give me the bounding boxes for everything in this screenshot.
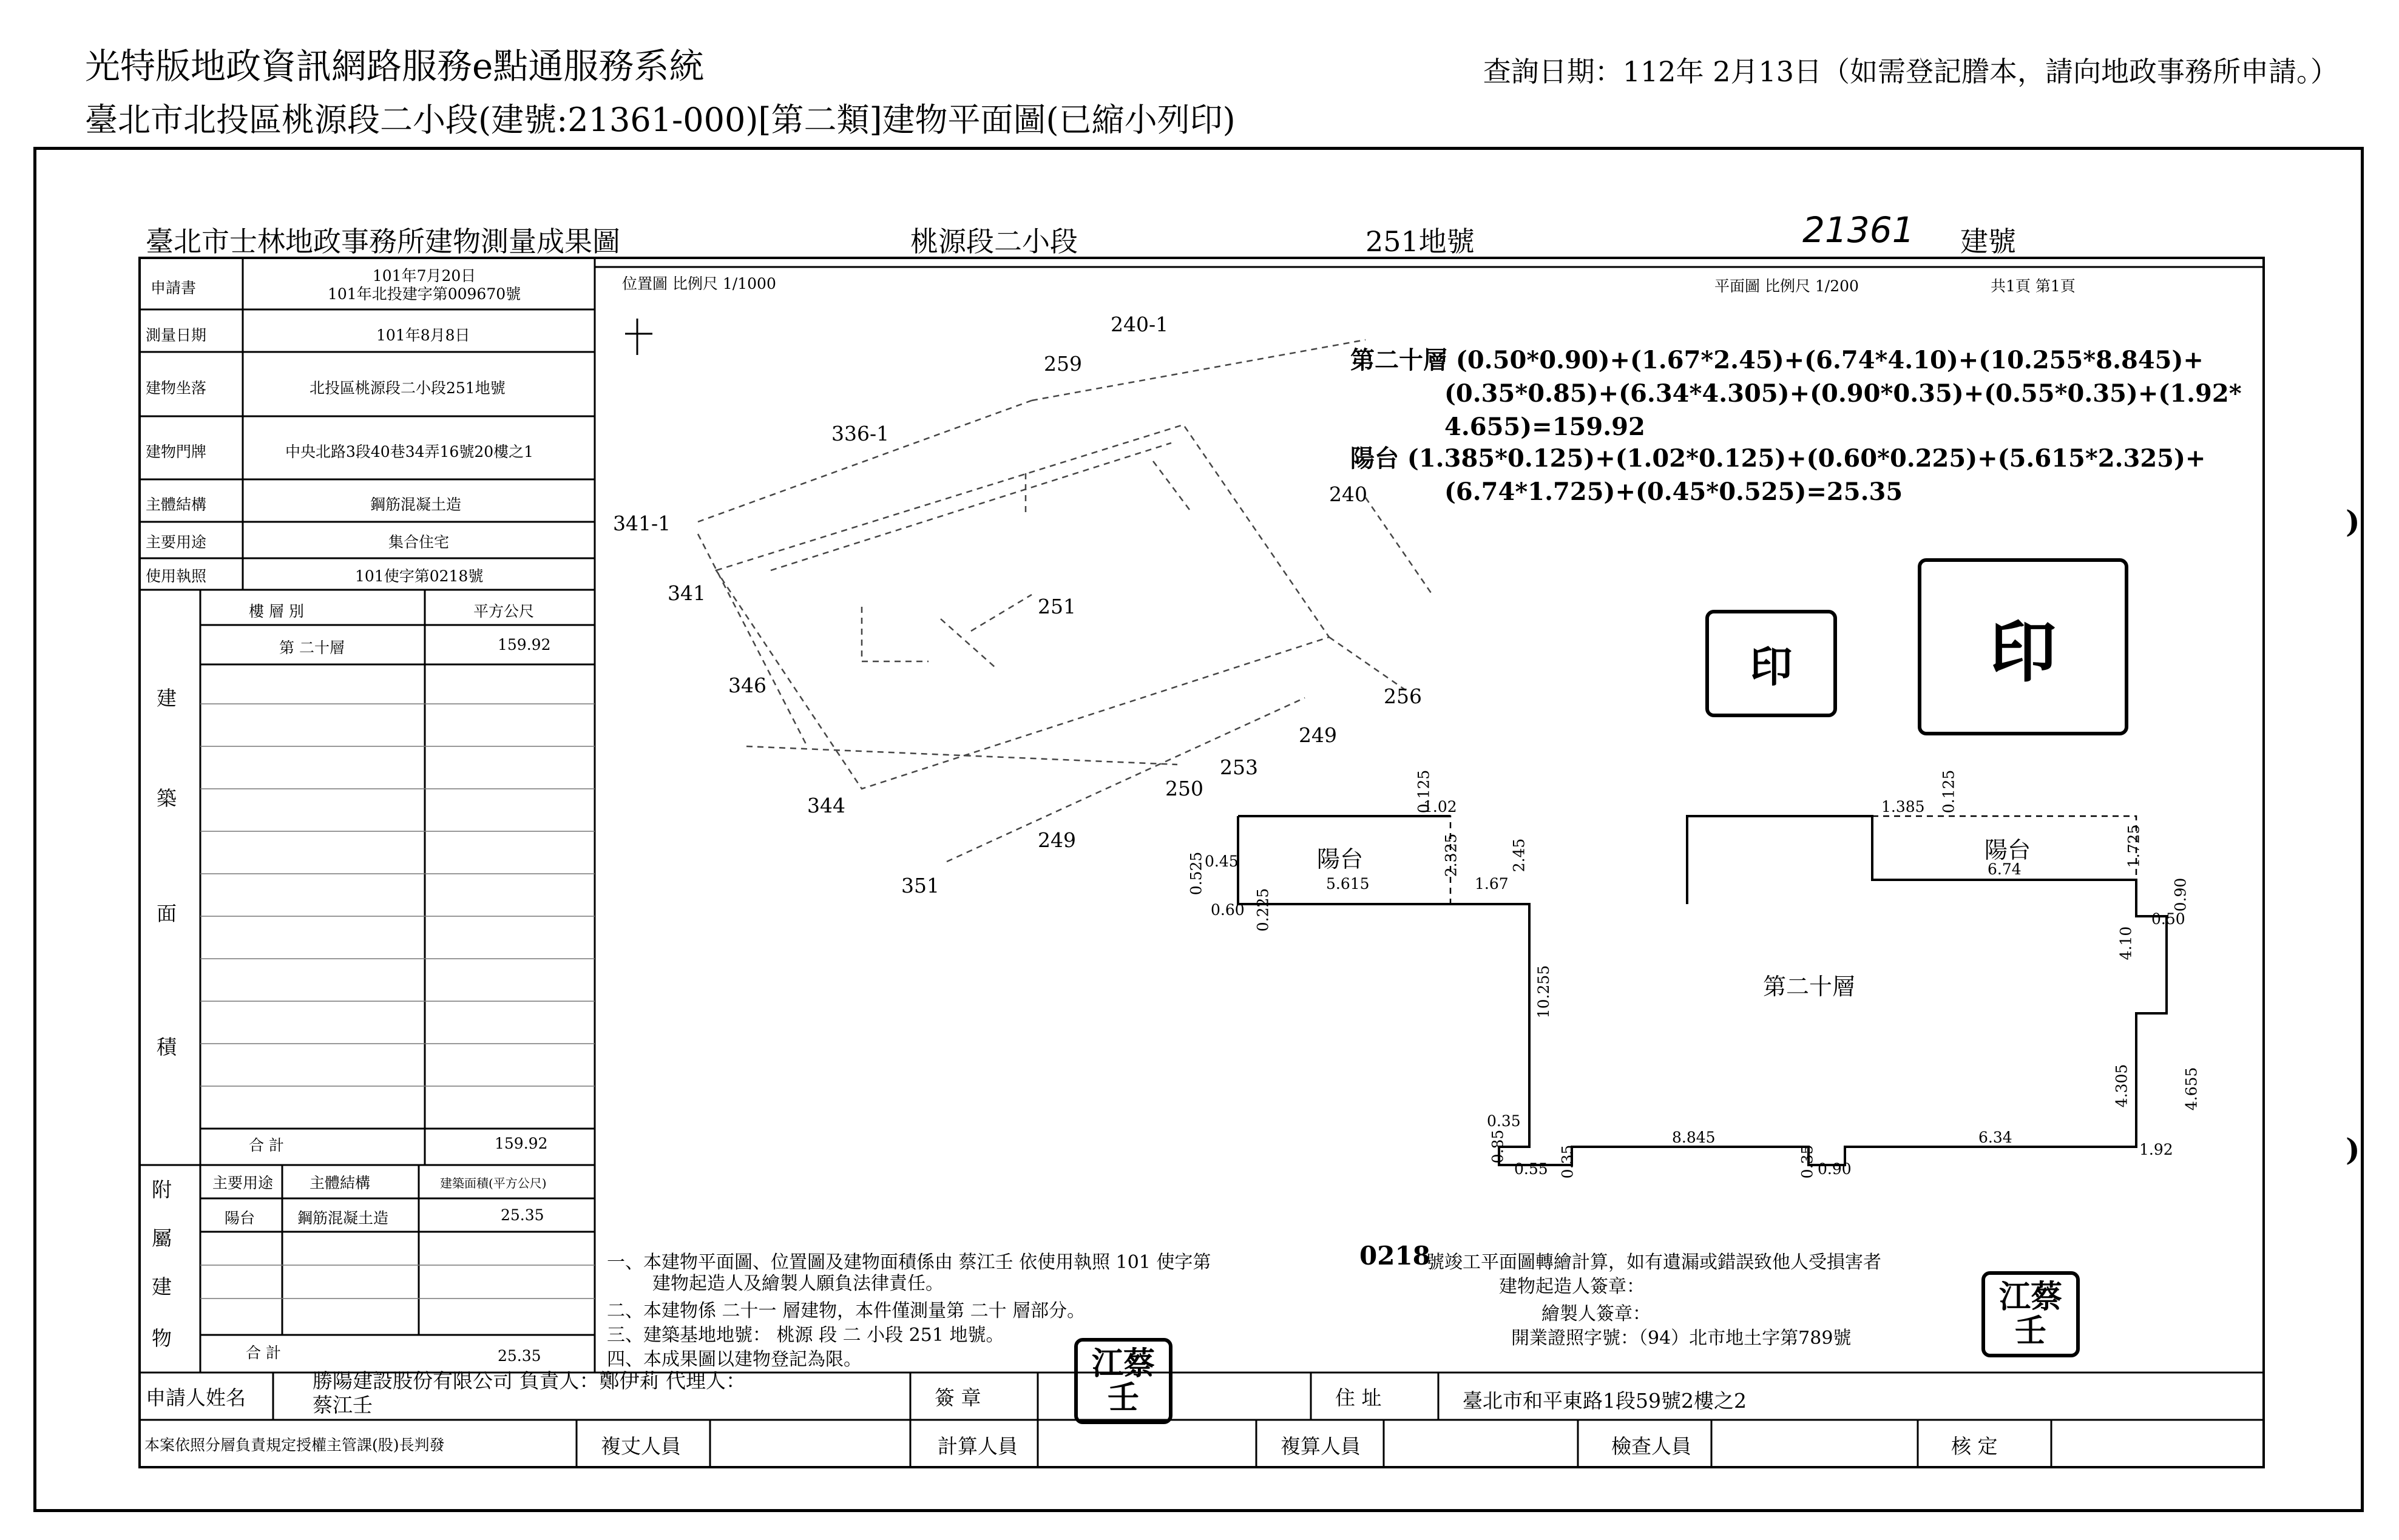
- plan-dim: 0.90: [1818, 1160, 1852, 1178]
- seal-stamp-small: 江蔡 壬: [1074, 1338, 1172, 1424]
- balcony-formula-line-1: 陽台 (1.385*0.125)+(1.02*0.125)+(0.60*0.225)+(5.615*2.325)+: [1350, 444, 2206, 473]
- system-title: 光特版地政資訊網路服務e點通服務系統: [85, 46, 705, 87]
- plan-dim: 0.45: [1205, 853, 1239, 870]
- info-value-survey-date: 101年8月8日: [376, 326, 470, 344]
- plan-dim: 1.67: [1475, 875, 1509, 893]
- margin-mark: ): [2346, 504, 2360, 539]
- check-staff-label: 檢查人員: [1611, 1434, 1691, 1458]
- info-label-survey-date: 測量日期: [146, 326, 207, 344]
- signature-drafter: 繪製人簽章：: [1541, 1303, 1651, 1325]
- applicant-agent: 蔡江壬: [313, 1393, 373, 1417]
- area-col-sqm: 平方公尺: [473, 603, 535, 620]
- parcel-label: 336-1: [831, 422, 890, 445]
- query-date: 查詢日期：112年 2月13日（如需登記謄本，請向地政事務所申請。）: [1483, 55, 2338, 88]
- info-value-address: 中央北路3段40巷34弄16號20樓之1: [285, 443, 534, 461]
- area-row-floor: 第 二十層: [279, 639, 345, 657]
- margin-mark: ): [2346, 1132, 2360, 1167]
- plan-dim: 4.305: [2113, 1064, 2131, 1108]
- area-side-label-1: 建: [157, 686, 177, 710]
- note-1-line-2: 建物起造人及繪製人願負法律責任。: [652, 1273, 944, 1294]
- area-row-value: 159.92: [498, 636, 551, 653]
- plan-floor-label: 第二十層: [1763, 973, 1856, 1000]
- plan-balcony-right: 陽台: [1985, 837, 2031, 863]
- review-staff-label: 複算人員: [1281, 1434, 1361, 1458]
- plan-dim: 2.45: [1510, 838, 1528, 873]
- plan-dim: 6.74: [1988, 860, 2022, 878]
- annex-total-label: 合 計: [246, 1344, 281, 1362]
- area-side-label-2: 築: [157, 786, 177, 810]
- annex-side-label-2: 屬: [152, 1226, 172, 1250]
- note-2: 二、本建物係 二十一 層建物，本件僅測量第 二十 層部分。: [607, 1300, 1086, 1322]
- annex-col-structure: 主體結構: [310, 1174, 371, 1192]
- annex-total-value: 25.35: [498, 1347, 541, 1365]
- parcel-label: 256: [1384, 684, 1422, 708]
- seal-label: 簽 章: [935, 1386, 981, 1410]
- annex-row-area: 25.35: [501, 1206, 544, 1224]
- parcel-label: 250: [1165, 777, 1203, 800]
- info-label-structure: 主體結構: [146, 496, 207, 513]
- floor-formula-line-2: (0.35*0.85)+(6.34*4.305)+(0.90*0.35)+(0.55*0.35)+(1.92*: [1444, 379, 2242, 408]
- plan-scale: 平面圖 比例尺 1/200: [1714, 277, 1859, 295]
- note-3: 三、建築基地地號： 桃源 段 二 小段 251 地號。: [607, 1325, 1004, 1346]
- balcony-formula-line-2: (6.74*1.725)+(0.45*0.525)=25.35: [1444, 478, 1903, 506]
- plan-dim: 0.60: [1211, 901, 1245, 919]
- note-1-permit-number: 0218: [1359, 1241, 1430, 1271]
- approve-label: 核 定: [1951, 1434, 1998, 1458]
- info-label-use: 主要用途: [146, 533, 207, 551]
- annex-side-label-1: 附: [152, 1178, 172, 1201]
- area-side-label-3: 面: [157, 902, 177, 925]
- plan-dim: 6.34: [1978, 1129, 2012, 1146]
- note-1-cont: 號竣工平面圖轉繪計算，如有遺漏或錯誤致他人受損害者: [1426, 1252, 1881, 1273]
- plan-dim: 4.655: [2182, 1067, 2201, 1111]
- annex-col-area: 建築面積(平方公尺): [440, 1176, 547, 1190]
- plan-dim: 0.35: [1487, 1112, 1521, 1130]
- parcel-label: 251: [1038, 595, 1076, 618]
- floor-formula-line-1: 第二十層 (0.50*0.90)+(1.67*2.45)+(6.74*4.10)+(10.255*8.845)+: [1350, 346, 2204, 374]
- plan-dim: 0.225: [1254, 888, 1272, 932]
- page-info: 共1頁 第1頁: [1991, 277, 2076, 295]
- floor-formula-line-3: 4.655)=159.92: [1444, 413, 1645, 441]
- area-total-value: 159.92: [495, 1135, 548, 1152]
- area-side-label-4: 積: [157, 1035, 177, 1059]
- annex-row-use: 陽台: [225, 1209, 255, 1227]
- plan-dim: 1.92: [2139, 1141, 2173, 1158]
- info-value-use: 集合住宅: [388, 533, 450, 551]
- plan-dim: 1.725: [2125, 824, 2143, 868]
- note-1: 一、本建物平面圖、位置圖及建物面積係由 蔡江壬 依使用執照 101 使字第: [607, 1252, 1211, 1273]
- parcel-label: 341-1: [613, 512, 671, 535]
- plan-balcony-left: 陽台: [1317, 846, 1364, 873]
- parcel-label: 249: [1299, 723, 1337, 747]
- building-number-label: 建號: [1960, 225, 2016, 258]
- annex-col-use: 主要用途: [212, 1174, 274, 1192]
- note-4: 四、本成果圖以建物登記為限。: [607, 1349, 862, 1370]
- address-value: 臺北市和平東路1段59號2樓之2: [1463, 1389, 1747, 1413]
- applicant-label: 申請人姓名: [146, 1386, 246, 1410]
- info-value-structure: 鋼筋混凝土造: [370, 496, 462, 513]
- copy-staff-label: 複丈人員: [601, 1434, 681, 1458]
- building-number-handwritten: 21361: [1802, 209, 1915, 251]
- seal-stamp-square: 印: [1705, 610, 1837, 717]
- info-label-address: 建物門牌: [146, 443, 207, 461]
- parcel-label: 240-1: [1111, 312, 1169, 336]
- annex-row-structure: 鋼筋混凝土造: [297, 1209, 389, 1227]
- plan-dim: 0.125: [1415, 769, 1433, 814]
- plan-dim: 0.35: [1798, 1144, 1816, 1179]
- applicant-value: 勝陽建設股份有限公司 負責人：鄭伊莉 代理人：: [313, 1369, 746, 1393]
- license-number: 開業證照字號：（94）北市地土字第789號: [1511, 1328, 1852, 1349]
- document-title: 臺北市北投區桃源段二小段(建號:21361-000)[第二類]建物平面圖(已縮小列印): [85, 101, 1236, 139]
- parcel-label: 259: [1044, 352, 1082, 376]
- plan-dim: 10.255: [1535, 965, 1553, 1019]
- calc-staff-label: 計算人員: [938, 1434, 1018, 1458]
- office-title: 臺北市士林地政事務所建物測量成果圖: [146, 225, 620, 258]
- section-name: 桃源段二小段: [910, 225, 1078, 258]
- lot-number: 251地號: [1365, 225, 1475, 258]
- area-total-label: 合 計: [249, 1136, 284, 1154]
- plan-dim: 1.385: [1881, 798, 1925, 816]
- address-label: 住 址: [1335, 1386, 1382, 1410]
- parcel-label: 344: [807, 794, 845, 817]
- parcel-label: 240: [1329, 482, 1367, 506]
- location-scale: 位置圖 比例尺 1/1000: [622, 275, 776, 292]
- info-label-location: 建物坐落: [146, 379, 207, 397]
- plan-dim: 0.50: [2151, 910, 2185, 928]
- plan-dim: 4.10: [2117, 926, 2135, 961]
- info-label-application: 申請書: [151, 279, 197, 297]
- plan-dim: 0.125: [1940, 769, 1958, 814]
- plan-dim: 0.525: [1187, 851, 1205, 896]
- area-col-floor: 樓 層 別: [249, 603, 304, 620]
- plan-dim: 5.615: [1326, 875, 1370, 893]
- info-value-permit: 101使字第0218號: [355, 567, 484, 585]
- info-label-permit: 使用執照: [146, 567, 207, 585]
- parcel-label: 253: [1220, 755, 1258, 779]
- signature-builder: 建物起造人簽章：: [1499, 1276, 1645, 1297]
- plan-dim: 2.325: [1442, 833, 1460, 877]
- annex-side-label-3: 建: [152, 1275, 172, 1299]
- parcel-label: 346: [728, 674, 766, 697]
- authorization-note: 本案依照分層負責規定授權主管課(股)長判發: [144, 1436, 445, 1454]
- parcel-label: 351: [901, 874, 939, 897]
- parcel-label: 249: [1038, 828, 1076, 852]
- plan-dim: 0.35: [1558, 1144, 1577, 1179]
- seal-stamp-large: 印: [1918, 558, 2128, 735]
- info-value-location: 北投區桃源段二小段251地號: [310, 379, 506, 397]
- plan-dim: 0.90: [2171, 877, 2190, 912]
- plan-dim: 0.55: [1514, 1160, 1548, 1178]
- seal-stamp-drafter: 江蔡 壬: [1981, 1271, 2080, 1357]
- info-value-application: 101年7月20日 101年北投建字第009670號: [328, 267, 521, 303]
- annex-side-label-4: 物: [152, 1326, 172, 1350]
- parcel-label: 341: [668, 581, 706, 605]
- plan-dim: 1.02: [1423, 798, 1457, 816]
- plan-dim: 0.85: [1489, 1129, 1507, 1164]
- plan-dim: 8.845: [1672, 1129, 1716, 1146]
